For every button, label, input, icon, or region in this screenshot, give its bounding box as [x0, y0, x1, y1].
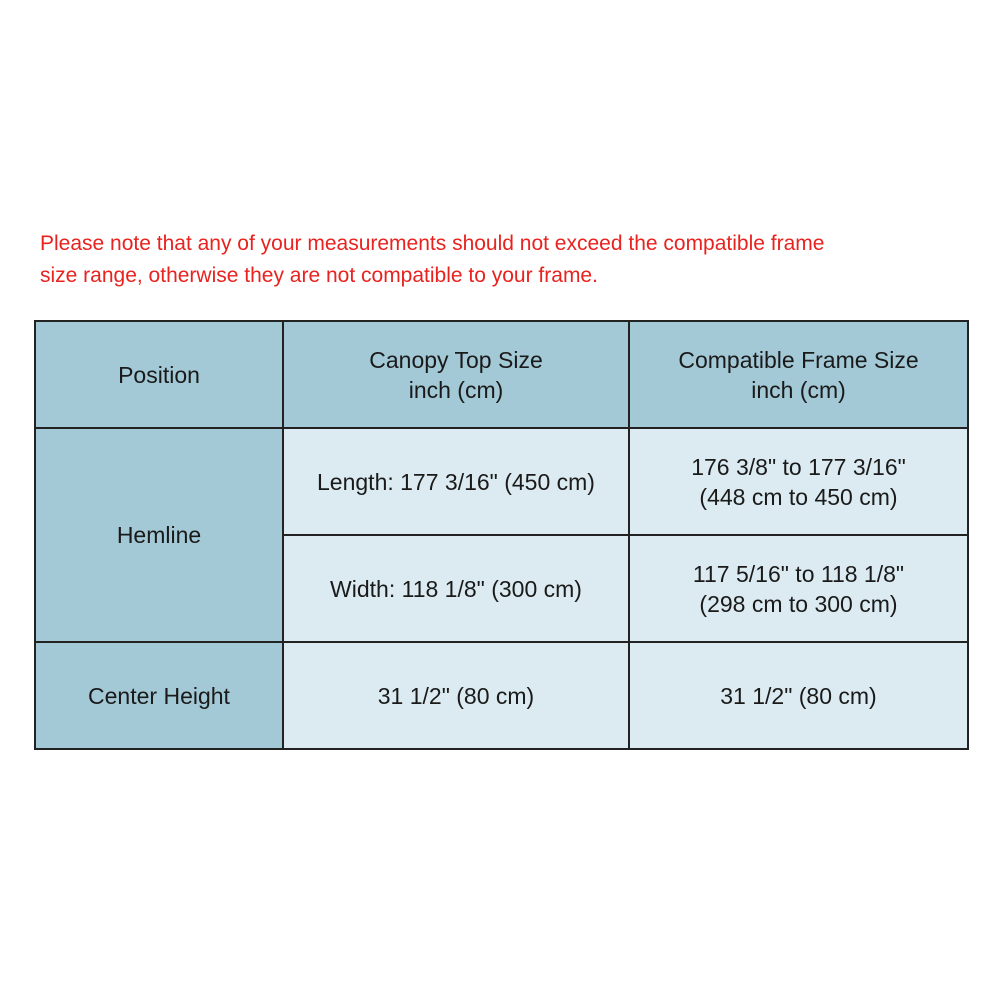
cell-length-canopy	[283, 428, 629, 535]
cell-width-frame	[629, 535, 968, 642]
hemline-label: Hemline	[116, 522, 202, 548]
center-height-canopy-value: 31 1/2" (80 cm)	[377, 682, 535, 709]
length-canopy-value: Length: 177 3/16" (450 cm)	[317, 468, 595, 495]
header-canopy-top-size	[283, 321, 629, 428]
width-frame-line-2: (298 cm to 300 cm)	[699, 590, 898, 617]
notice-line-1: Please note that any of your measurements should not exceed the compatible frame	[40, 232, 825, 255]
header-canopy-line-1: Canopy Top Size	[369, 346, 543, 373]
header-frame-line-1: Compatible Frame Size	[678, 346, 919, 373]
compatibility-notice	[40, 228, 970, 292]
length-frame-line-1: 176 3/8" to 177 3/16"	[691, 453, 906, 480]
cell-length-frame	[629, 428, 968, 535]
header-compatible-frame-size	[629, 321, 968, 428]
header-canopy-line-2: inch (cm)	[408, 376, 504, 403]
table-row	[35, 642, 968, 749]
center-height-frame-value: 31 1/2" (80 cm)	[720, 682, 877, 709]
width-canopy-value: Width: 118 1/8" (300 cm)	[330, 575, 582, 602]
table-header-row	[35, 321, 968, 428]
header-frame-line-2: inch (cm)	[751, 376, 846, 403]
center-height-label: Center Height	[88, 682, 230, 709]
length-frame-line-2: (448 cm to 450 cm)	[699, 483, 898, 510]
header-position	[35, 321, 283, 428]
size-table	[34, 320, 969, 750]
row-label-hemline	[35, 428, 283, 642]
cell-center-height-frame	[629, 642, 968, 749]
cell-center-height-canopy	[283, 642, 629, 749]
row-label-center-height	[35, 642, 283, 749]
width-frame-line-1: 117 5/16" to 118 1/8"	[692, 560, 905, 587]
cell-width-canopy	[283, 535, 629, 642]
table-row	[35, 428, 968, 535]
header-position-label: Position	[118, 361, 200, 388]
notice-line-2: size range, otherwise they are not compatible to your frame.	[40, 264, 598, 287]
